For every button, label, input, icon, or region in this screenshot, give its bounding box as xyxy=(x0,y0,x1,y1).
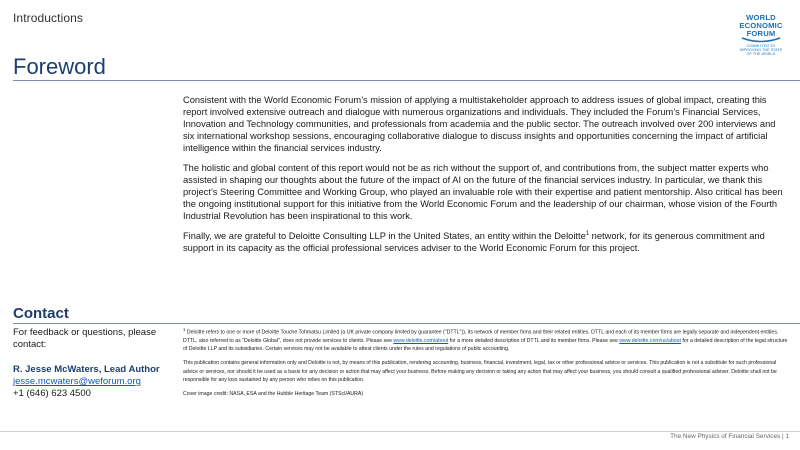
contact-name: R. Jesse McWaters, Lead Author xyxy=(13,364,160,375)
deloitte-about-link[interactable]: www.deloitte.com/about xyxy=(393,337,449,344)
footnotes xyxy=(183,326,788,404)
contact-intro: For feedback or questions, please contact: xyxy=(13,327,157,350)
paragraph-3: Finally, we are grateful to Deloitte Consulting LLP in the United States, an entity within the Deloitte$^1$ network, for its generous commitment and support in its capacity as the official professional services adviser to the World Economic Forum for this project. xyxy=(183,230,765,253)
title-divider xyxy=(13,80,800,81)
page-footer: The New Physics of Financial Services | 1 xyxy=(670,433,789,440)
contact-divider xyxy=(13,323,800,324)
section-label: Introductions xyxy=(13,11,84,25)
paragraph-2: The holistic and global content of this report would not be as rich without the support of, and contributions from, the subject matter experts who assisted in shaping our thoughts about the future of the impact of AI on the future of the financial services industry. In particular, we thank this project’s Steering Committee and Working Group, who played an invaluable role with their expertise and patient mentorship. Also critical has been the ongoing institutional support for this initiative from the World Economic Forum and the leadership of our chairman, whose vision of the Fourth Industrial Revolution has been inspirational to this work. xyxy=(183,163,783,221)
disclaimer: This publication contains general information only and Deloitte is not, by means of this publication, rendering accounting, business, financial, investment, legal, tax or other professional advice or services. This publication is not a substitute for such professional advice or services, nor should it be used as a basis for any decision or action that may affect your business. Before making any decision or taking any action that may affect your business, you should consult a qualified professional adviser. Deloitte shall not be responsible for any loss sustained by any person who relies on this publication. xyxy=(183,360,777,383)
footer-divider xyxy=(0,431,800,432)
contact-phone: +1 (646) 623 4500 xyxy=(13,388,91,399)
contact-email-link[interactable]: jesse.mcwaters@weforum.org xyxy=(13,376,141,387)
wef-logo: WORLD ECONOMIC FORUM COMMITTED TO IMPROVING THE STATE OF THE WORLD xyxy=(739,13,783,57)
deloitte-us-about-link[interactable]: www.deloitte.com/us/about xyxy=(619,337,682,344)
footnote-marker: 1 xyxy=(585,230,590,237)
cover-credit: Cover image credit: NASA, ESA and the Hubble Heritage Team (STScI/AURA) xyxy=(183,390,364,397)
footnote-1: $^1$ Deloitte refers to one or more of Deloitte Touche Tohmatsu Limited (a UK private company limited by guarantee ("DTTL")), its network of member firms and their related entities. DTTL and each of its member firms are legally separate and independent entities. DTTL, also referred to as "Deloitte Global", does not provide services to clients. Please see www.deloitte.com/about for a more detailed description of DTTL and its member firms. Please see www.deloitte.com/us/about for a detailed description of the legal structure of Deloitte LLP and its subsidiaries. Certain services may not be available to attest clients under the rules and regulations of public accounting. xyxy=(183,327,788,353)
page-title: Foreword xyxy=(13,54,106,79)
contact-title: Contact xyxy=(13,305,69,322)
foreword-body xyxy=(183,94,788,262)
paragraph-1: Consistent with the World Economic Forum’s mission of applying a multistakeholder approach to address issues of global impact, creating this report involved extensive outreach and dialogue with numerous organizations and individuals. They included the Forum’s Financial Services, Innovation and Technology communities, and professionals from academia and the public sector. The outreach involved over 200 interviews and six international workshop sessions, encouraging collaborative dialogue to discuss insights and opportunities concerning the impact of artificial intelligence within the financial services industry. xyxy=(183,95,776,153)
